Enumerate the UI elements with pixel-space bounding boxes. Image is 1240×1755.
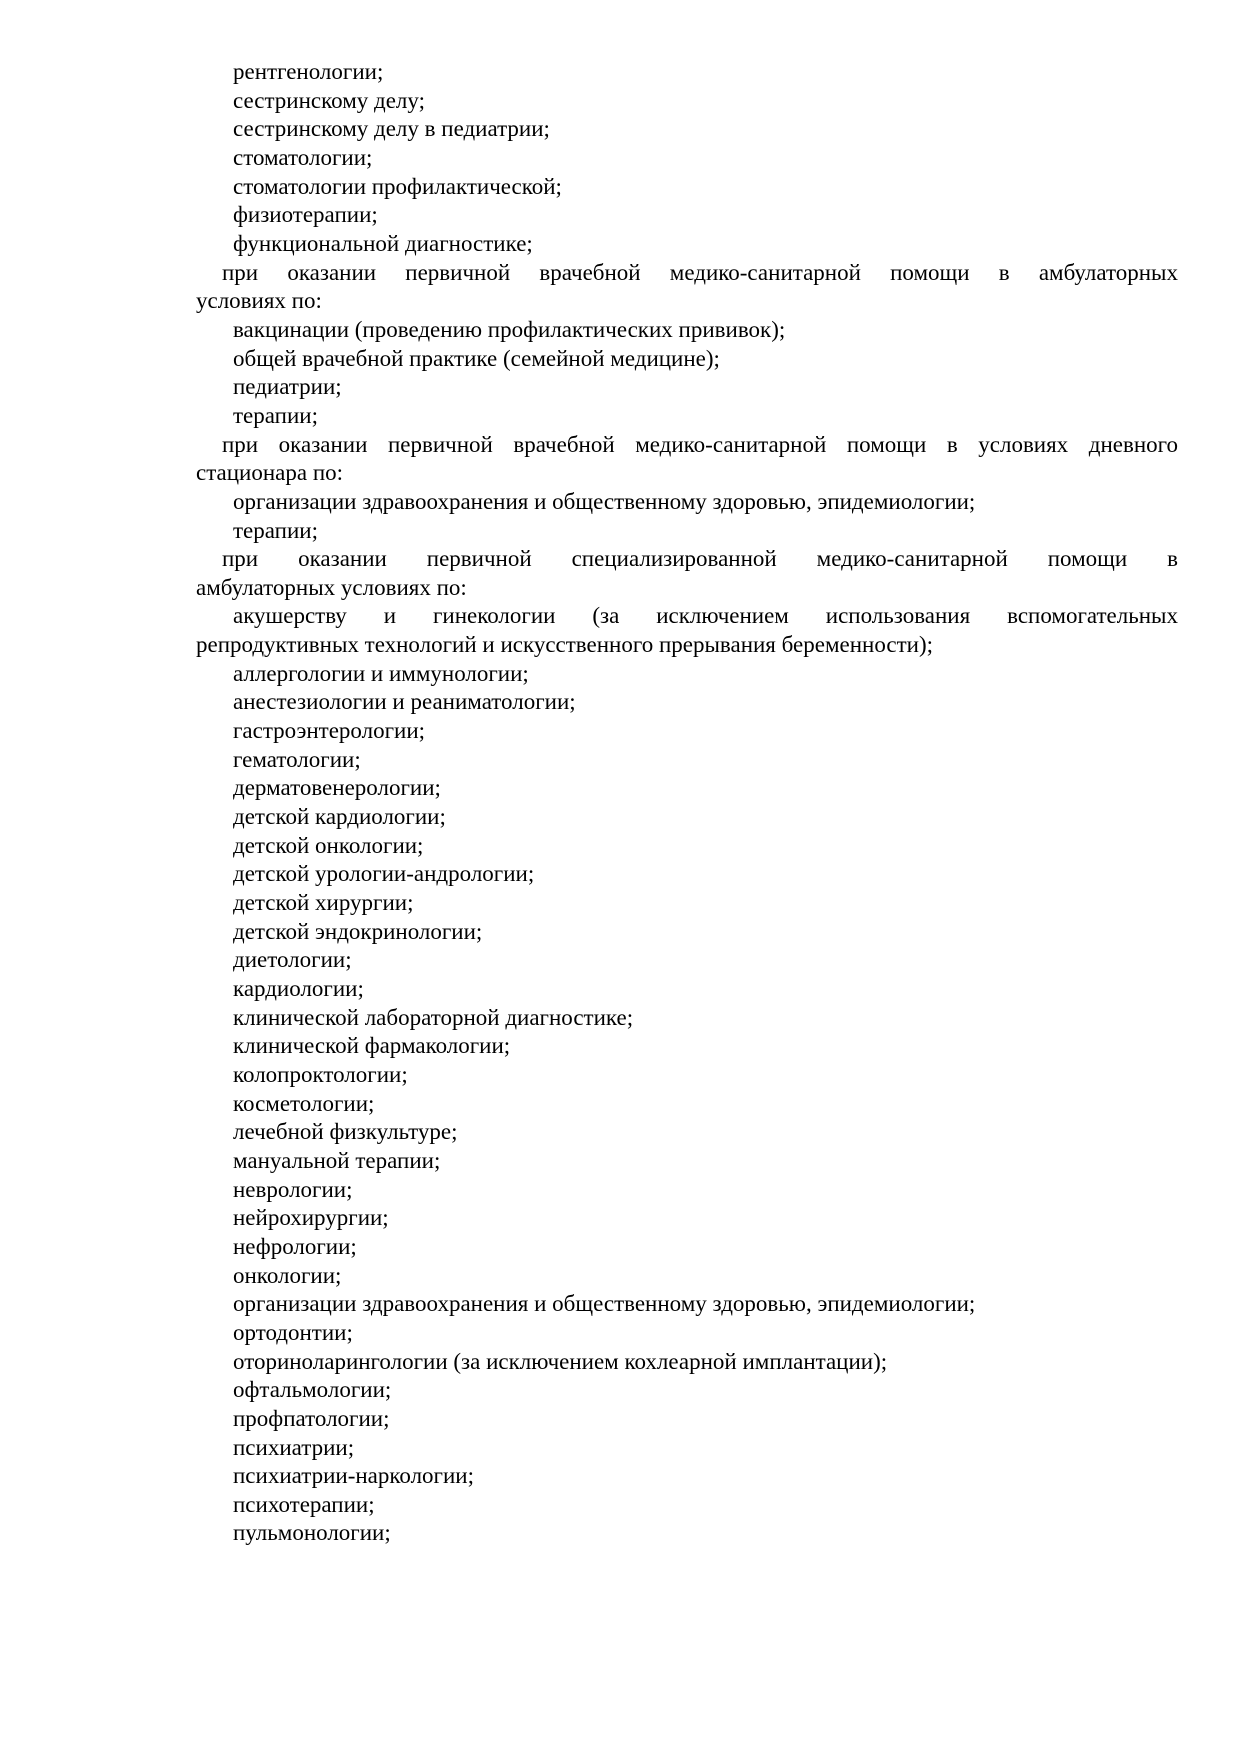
list-item: функциональной диагностике; <box>233 230 533 256</box>
paragraph-continuation-line: амбулаторных условиях по: <box>196 574 467 600</box>
list-item: мануальной терапии; <box>233 1147 441 1173</box>
list-item: анестезиологии и реаниматологии; <box>233 689 576 715</box>
list-item: неврологии; <box>233 1176 353 1202</box>
list-item: терапии; <box>233 517 318 543</box>
list-item: педиатрии; <box>233 374 342 400</box>
list-item: ортодонтии; <box>233 1319 353 1345</box>
list-item: стоматологии профилактической; <box>233 173 562 199</box>
list-item: нефрологии; <box>233 1233 357 1259</box>
list-item: психиатрии; <box>233 1434 355 1460</box>
paragraph-first-line: при оказании первичной специализированной медико-санитарной помощи в <box>222 546 1178 572</box>
list-item: вакцинации (проведению профилактических прививок); <box>233 316 786 342</box>
list-item: офтальмологии; <box>233 1377 392 1403</box>
list-item: лечебной физкультуре; <box>233 1119 458 1145</box>
list-item: сестринскому делу в педиатрии; <box>233 116 550 142</box>
list-item: детской онкологии; <box>233 832 424 858</box>
list-item: рентгенологии; <box>233 59 384 84</box>
list-item: психиатрии-наркологии; <box>233 1463 474 1489</box>
list-item: стоматологии; <box>233 144 373 170</box>
paragraph-first-line: при оказании первичной врачебной медико-санитарной помощи в амбулаторных <box>222 259 1178 285</box>
list-item: косметологии; <box>233 1090 375 1116</box>
list-item: детской урологии-андрологии; <box>233 861 535 887</box>
list-item: профпатологии; <box>233 1405 390 1431</box>
list-item: диетологии; <box>233 947 352 973</box>
list-item: оториноларингологии (за исключением кохлеарной имплантации); <box>233 1348 888 1374</box>
list-item: клинической фармакологии; <box>233 1033 511 1059</box>
list-item-first-line: акушерству и гинекологии (за исключением использования вспомогательных <box>233 603 1178 629</box>
list-item: детской эндокринологии; <box>233 918 483 944</box>
list-item: гематологии; <box>233 746 361 772</box>
list-item: детской хирургии; <box>233 890 414 916</box>
list-item: психотерапии; <box>233 1491 375 1517</box>
list-item: организации здравоохранения и общественному здоровью, эпидемиологии; <box>233 1291 976 1317</box>
list-item: дерматовенерологии; <box>233 775 441 801</box>
list-item: кардиологии; <box>233 976 364 1001</box>
list-item: клинической лабораторной диагностике; <box>233 1004 634 1030</box>
list-item: сестринскому делу; <box>233 87 425 113</box>
list-item: терапии; <box>233 402 318 428</box>
list-item: гастроэнтерологии; <box>233 718 426 744</box>
paragraph-continuation-line: условиях по: <box>196 288 322 314</box>
list-item: нейрохирургии; <box>233 1205 389 1231</box>
list-item: детской кардиологии; <box>233 804 446 830</box>
list-item: колопроктологии; <box>233 1061 408 1087</box>
list-item: пульмонологии; <box>233 1520 391 1546</box>
license-services-list <box>196 58 1178 1548</box>
list-item: общей врачебной практике (семейной медицине); <box>233 345 720 371</box>
list-item-continuation-line: репродуктивных технологий и искусственного прерывания беременности); <box>196 632 934 658</box>
list-item: аллергологии и иммунологии; <box>233 660 529 686</box>
list-item: организации здравоохранения и общественному здоровью, эпидемиологии; <box>233 488 976 514</box>
paragraph-first-line: при оказании первичной врачебной медико-санитарной помощи в условиях дневного <box>222 431 1178 457</box>
list-item: онкологии; <box>233 1262 342 1288</box>
list-item: физиотерапии; <box>233 202 378 228</box>
paragraph-continuation-line: стационара по: <box>196 460 344 486</box>
